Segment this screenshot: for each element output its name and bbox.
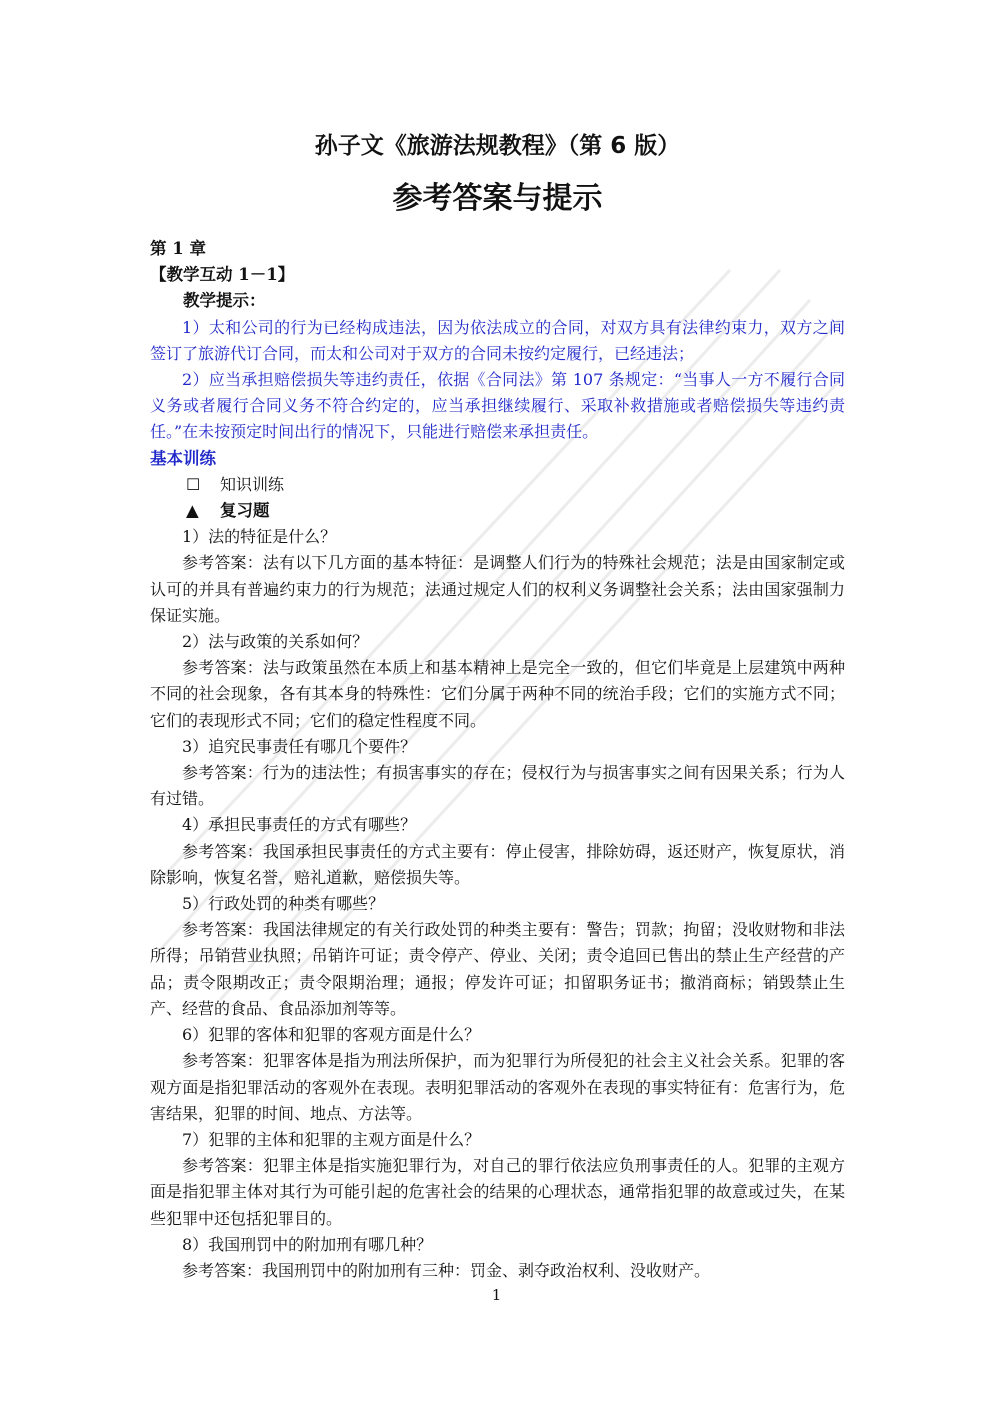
page-number: 1 <box>491 1286 502 1304</box>
answer-4: 参考答案：我国承担民事责任的方式主要有：停止侵害，排除妨碍，返还财产，恢复原状，消除影响，恢复名誉，赔礼道歉，赔偿损失等。 <box>150 841 845 887</box>
answer-2: 参考答案：法与政策虽然在本质上和基本精神上是完全一致的，但它们毕竟是上层建筑中两种不同的社会现象，各有其本身的特殊性：它们分属于两种不同的统治手段；它们的实施方式不同；它们的表现形式不同；它们的稳定性程度不同。 <box>150 658 845 730</box>
answer-1: 参考答案：法有以下几方面的基本特征：是调整人们行为的特殊社会规范；法是由国家制定或认可的并具有普遍约束力的行为规范；法通过规定人们的权利义务调整社会关系；法由国家强制力保证实施。 <box>150 553 845 625</box>
question-8: 8）我国刑罚中的附加刑有哪几种？ <box>182 1234 433 1254</box>
question-2: 2）法与政策的关系如何？ <box>182 632 369 652</box>
answer-5: 参考答案：我国法律规定的有关行政处罚的种类主要有：警告；罚款；拘留；没收财物和非法所得；吊销营业执照；吊销许可证；责令停产、停业、关闭；责令追回已售出的禁止生产经营的产品；责令限期改正；责令限期治理；通报；停发许可证；扣留职务证书；撤消商标；销毁禁止生产、经营的食品、食品添加剂等等。 <box>150 920 845 1018</box>
chapter-heading: 第 1 章 <box>150 239 206 258</box>
interaction-heading: 【教学互动 1－1】 <box>150 265 295 285</box>
answer-8: 参考答案：我国刑罚中的附加刑有三种：罚金、剥夺政治权利、没收财产。 <box>182 1260 711 1280</box>
question-7: 7）犯罪的主体和犯罪的主观方面是什么？ <box>182 1129 481 1149</box>
basic-training-heading: 基本训练 <box>150 448 216 468</box>
document-subtitle: 参考答案与提示 <box>392 181 603 216</box>
knowledge-training-label: 知识训练 <box>220 474 285 494</box>
answer-6: 参考答案：犯罪客体是指为刑法所保护，而为犯罪行为所侵犯的社会主义社会关系。犯罪的客观方面是指犯罪活动的客观外在表现。表明犯罪活动的客观外在表现的事实特征有：危害行为，危害结果，犯罪的时间、地点、方法等。 <box>150 1051 845 1123</box>
answer-3: 参考答案：行为的违法性；有损害事实的存在；侵权行为与损害事实之间有因果关系；行为人有过错。 <box>150 763 845 809</box>
triangle-icon: ▲ <box>186 501 199 521</box>
checkbox-icon: ☐ <box>186 474 201 494</box>
question-1: 1）法的特征是什么？ <box>182 527 337 547</box>
question-4: 4）承担民事责任的方式有哪些？ <box>182 815 417 835</box>
review-heading-item <box>150 498 845 524</box>
hint-paragraph-1: 1）太和公司的行为已经构成违法，因为依法成立的合同，对双方具有法律约束力，双方之间签订了旅游代订合同，而太和公司对于双方的合同未按约定履行，已经违法； <box>150 317 845 363</box>
question-5: 5）行政处罚的种类有哪些？ <box>182 894 385 914</box>
knowledge-training-item <box>150 472 845 498</box>
question-6: 6）犯罪的客体和犯罪的客观方面是什么？ <box>182 1025 481 1045</box>
hint-paragraph-2: 2）应当承担赔偿损失等违约责任，依据《合同法》第 107 条规定：“当事人一方不履行合同义务或者履行合同义务不符合约定的，应当承担继续履行、采取补救措施或者赔偿损失等违约责任。”在未按预定时间出行的情况下，只能进行赔偿来承担责任。 <box>150 370 845 442</box>
answer-7: 参考答案：犯罪主体是指实施犯罪行为，对自己的罪行依法应负刑事责任的人。犯罪的主观方面是指犯罪主体对其行为可能引起的危害社会的结果的心理状态，通常指犯罪的故意或过失，在某些犯罪中还包括犯罪目的。 <box>150 1156 845 1228</box>
document-page <box>150 128 845 1284</box>
question-3: 3）追究民事责任有哪几个要件？ <box>182 736 417 756</box>
hint-label: 教学提示： <box>183 291 266 311</box>
document-title: 孙子文《旅游法规教程》（第 6 版） <box>314 133 681 159</box>
review-heading-label: 复习题 <box>220 501 270 521</box>
